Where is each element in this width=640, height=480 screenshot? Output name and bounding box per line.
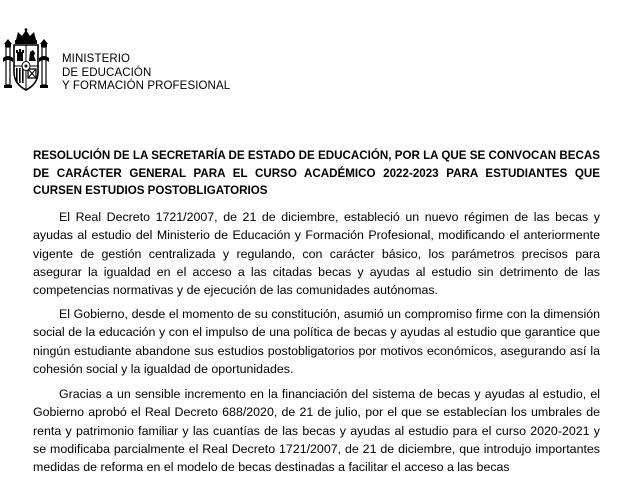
paragraph-block (33, 305, 600, 378)
ministry-name (62, 53, 230, 94)
spanish-coat-of-arms-icon (2, 28, 50, 96)
ministry-line: DE EDUCACIÓN (62, 66, 152, 79)
ministry-line: MINISTERIO (62, 53, 131, 65)
paragraph: Gracias a un sensible incremento en la financiación del sistema de becas y ayudas al estudio, el Gobierno aprobó el Real Decreto 688/2020, de 21 de julio, por el que se establecían los umbrales de renta y patrimonio familiar y las cuantías de las becas y ayudas al estudio para el curso 2020-2021 y se modificaba parcialmente el Real Decreto 1721/2007, de 21 de diciembre, que introdujo importantes medidas de reforma en el modelo de becas destinadas a facilitar el acceso a las becas (33, 387, 600, 475)
paragraph-block (33, 385, 600, 476)
document-title: RESOLUCIÓN DE LA SECRETARÍA DE ESTADO DE EDUCACIÓN, POR LA QUE SE CONVOCAN BECAS DE CARÁCTER GENERAL PARA EL CURSO ACADÉMICO 2022-2023 PARA ESTUDIANTES QUE CURSEN ESTUDIOS POSTOBLIGATORIOS (33, 149, 600, 197)
paragraph: El Real Decreto 1721/2007, de 21 de diciembre, estableció un nuevo régimen de las becas y ayudas al estudio del Ministerio de Educación y Formación Profesional, modificando el anteriormente vigente de gestión centralizada y regulando, con carácter básico, los parámetros precisos para asegurar la igualdad en el acceso a las citadas becas y ayudas al estudio sin detrimento de las competencias normativas y de ejecución de las comunidades autónomas. (33, 210, 600, 298)
ministry-line: Y FORMACIÓN PROFESIONAL (62, 80, 231, 92)
paragraph-block (33, 208, 600, 299)
paragraph: El Gobierno, desde el momento de su constitución, asumió un compromiso firme con la dimensión social de la educación y con el impulso de una política de becas y ayudas al estudio que garantice que ningún estudiante abandone sus estudios postobligatorios por motivos económicos, asegurando así la cohesión social y la igualdad de oportunidades. (33, 307, 600, 376)
